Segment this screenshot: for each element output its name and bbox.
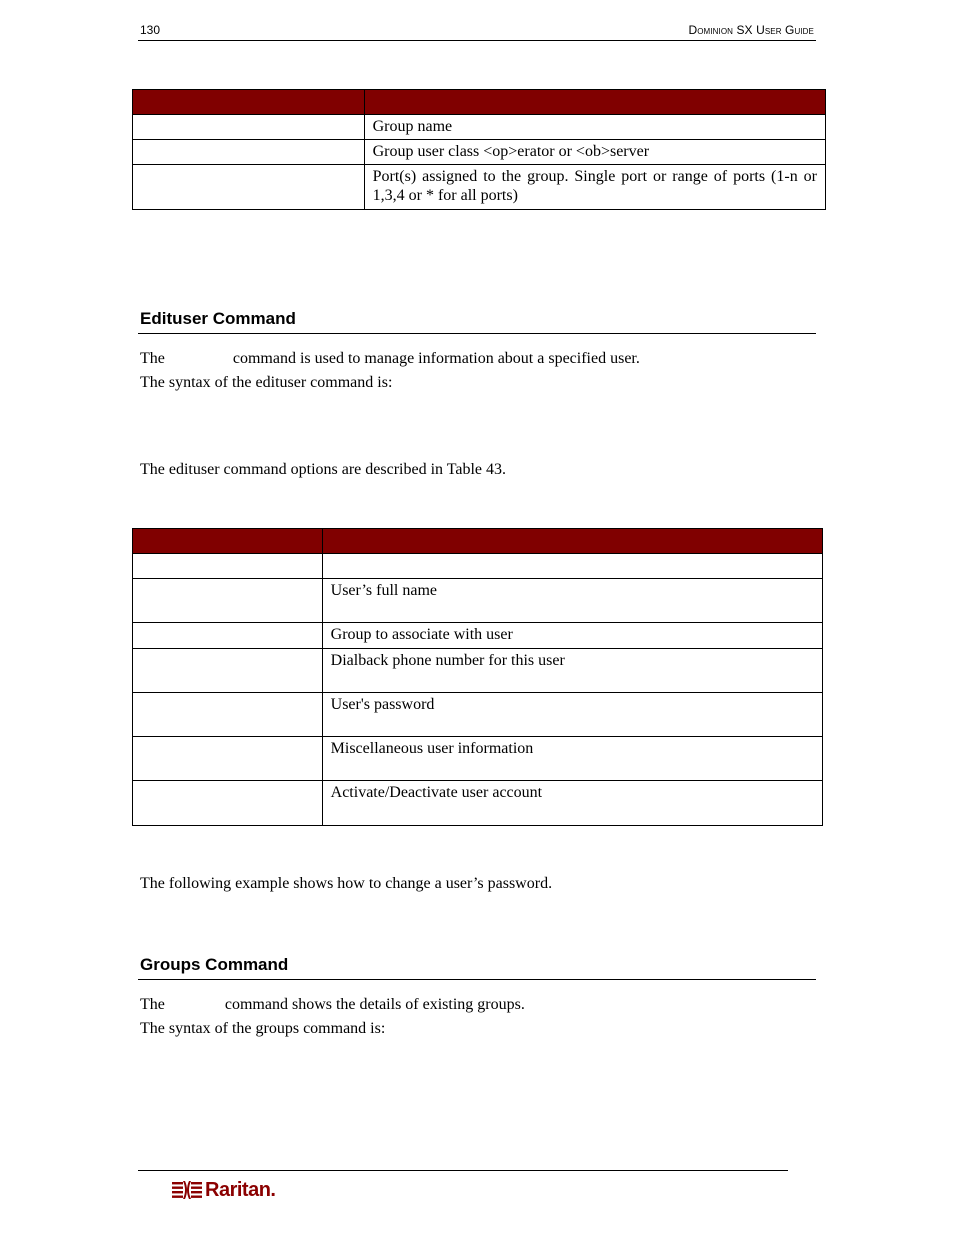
edituser-heading: Edituser Command <box>140 309 296 328</box>
guide-title: Dominion SX User Guide <box>688 23 814 37</box>
edituser-options-table <box>132 528 823 826</box>
table-cell-description: User's password <box>322 693 822 737</box>
groups-heading: Groups Command <box>140 955 289 974</box>
table-row <box>133 737 823 781</box>
table-header-cell <box>133 90 365 115</box>
table-cell-option <box>133 115 365 140</box>
raritan-logo <box>172 1179 275 1202</box>
table-cell-description: Port(s) assigned to the group. Single port or range of ports (1-n or 1,3,4 or * for all ports) <box>364 165 825 210</box>
section-rule <box>138 333 816 334</box>
logo-wordmark: Raritan. <box>205 1179 276 1201</box>
table-header-cell <box>322 529 822 554</box>
table-row <box>133 579 823 623</box>
section-rule <box>138 979 816 980</box>
raritan-emblem-icon <box>172 1180 202 1202</box>
table-header-cell <box>133 529 323 554</box>
table-cell-description: Group name <box>364 115 825 140</box>
table-row <box>133 649 823 693</box>
table-row <box>133 165 826 210</box>
table-cell-description: Activate/Deactivate user account <box>322 781 822 826</box>
example-intro: The following example shows how to change a user’s password. <box>140 875 553 892</box>
table-header-cell <box>364 90 825 115</box>
table-cell-option <box>133 554 323 579</box>
table-cell-description <box>322 554 822 579</box>
table-cell-option <box>133 649 323 693</box>
text-fragment: command shows the details of existing groups. <box>224 996 525 1013</box>
groups-syntax-intro: The syntax of the groups command is: <box>140 1020 386 1037</box>
edituser-description <box>140 350 640 368</box>
table-cell-description: User’s full name <box>322 579 822 623</box>
text-fragment: command is used to manage information about a specified user. <box>232 350 640 367</box>
edituser-syntax-intro: The syntax of the edituser command is: <box>140 374 393 391</box>
table-row <box>133 781 823 826</box>
edituser-options-intro: The edituser command options are described in Table 43. <box>140 461 507 478</box>
table-row <box>133 623 823 649</box>
table-cell-option <box>133 781 323 826</box>
table-cell-option <box>133 579 323 623</box>
table-cell-option <box>133 140 365 165</box>
groups-description <box>140 996 525 1014</box>
table-cell-option <box>133 693 323 737</box>
table-cell-option <box>133 623 323 649</box>
text-fragment: The <box>140 996 165 1013</box>
page-number: 130 <box>140 23 161 37</box>
table-row <box>133 554 823 579</box>
table-cell-option <box>133 737 323 781</box>
table-row <box>133 140 826 165</box>
table-cell-option <box>133 165 365 210</box>
table-header-row <box>133 529 823 554</box>
header-rule <box>138 40 816 41</box>
table-row <box>133 693 823 737</box>
text-fragment: The <box>140 350 165 367</box>
table-cell-description: Group to associate with user <box>322 623 822 649</box>
table-cell-description: Miscellaneous user information <box>322 737 822 781</box>
table-cell-description: Group user class <op>erator or <ob>server <box>364 140 825 165</box>
footer-rule <box>138 1170 788 1171</box>
table-header-row <box>133 90 826 115</box>
group-options-table <box>132 89 826 210</box>
table-row <box>133 115 826 140</box>
table-cell-description: Dialback phone number for this user <box>322 649 822 693</box>
